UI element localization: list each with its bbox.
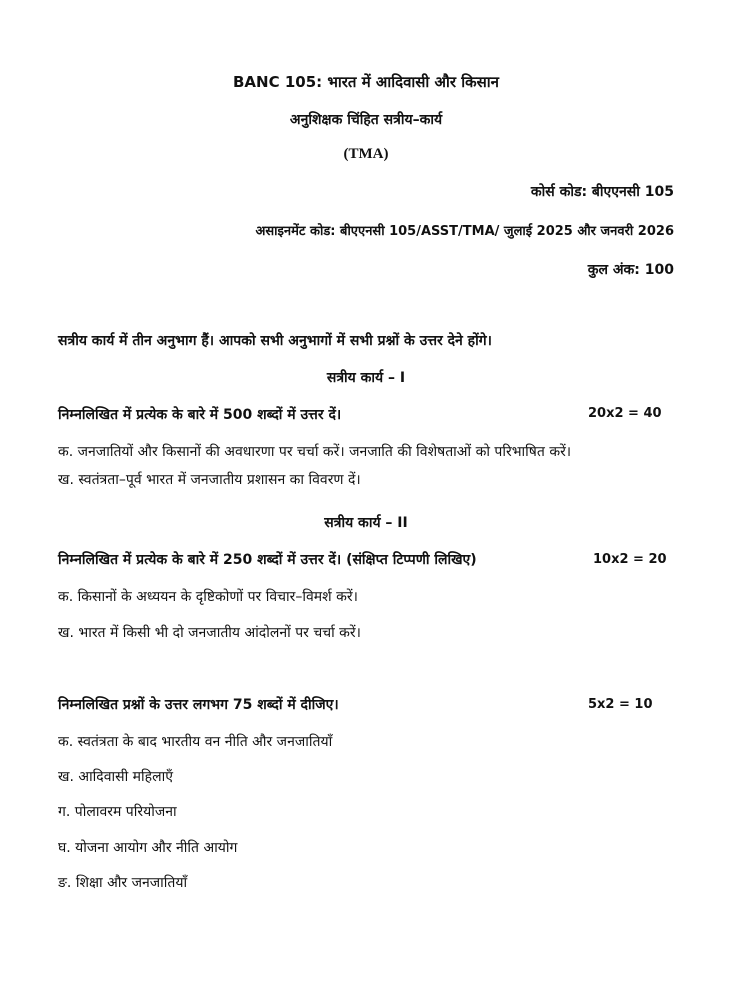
section-1-marks: 20x2 = 40	[588, 406, 662, 421]
document-subtitle: अनुशिक्षक चिंहित सत्रीय–कार्य	[289, 112, 443, 128]
section-1-instruction: निम्नलिखित में प्रत्येक के बारे में 500 शब्दों में उत्तर दें।	[58, 407, 342, 423]
section-3-question: घ. योजना आयोग और नीति आयोग	[58, 840, 238, 856]
document-title: BANC 105: भारत में आदिवासी और किसान	[233, 73, 499, 91]
course-code: कोर्स कोड: बीएएनसी 105	[530, 184, 674, 200]
section-2-marks: 10x2 = 20	[593, 552, 667, 567]
total-marks: कुल अंक: 100	[587, 262, 674, 278]
tma-label: (TMA)	[343, 146, 389, 162]
section-3-marks: 5x2 = 10	[588, 697, 653, 712]
section-2-question: ख. भारत में किसी भी दो जनजातीय आंदोलनों पर चर्चा करें।	[58, 625, 361, 641]
section-3-question: क. स्वतंत्रता के बाद भारतीय वन नीति और जनजातियाँ	[58, 734, 333, 750]
section-2-instruction: निम्नलिखित में प्रत्येक के बारे में 250 शब्दों में उत्तर दें। (संक्षिप्त टिप्पणी लिखिए)	[58, 552, 477, 568]
section-3-question: ङ. शिक्षा और जनजातियाँ	[58, 875, 188, 891]
section-1-question: क. जनजातियों और किसानों की अवधारणा पर चर्चा करें। जनजाति की विशेषताओं को परिभाषित करें।	[58, 444, 572, 460]
section-3-question: ख. आदिवासी महिलाएँ	[58, 769, 173, 785]
intro-instruction: सत्रीय कार्य में तीन अनुभाग हैं। आपको सभी अनुभागों में सभी प्रश्नों के उत्तर देने होंगे।	[58, 333, 492, 349]
section-3-instruction: निम्नलिखित प्रश्नों के उत्तर लगभग 75 शब्दों में दीजिए।	[58, 697, 339, 713]
section-1-question: ख. स्वतंत्रता–पूर्व भारत में जनजातीय प्रशासन का विवरण दें।	[58, 472, 361, 488]
section-2-question: क. किसानों के अध्ययन के दृष्टिकोणों पर विचार–विमर्श करें।	[58, 589, 358, 605]
section-1-heading: सत्रीय कार्य – I	[326, 370, 406, 386]
section-2-heading: सत्रीय कार्य – II	[324, 515, 408, 531]
assignment-code: असाइनमेंट कोड: बीएएनसी 105/ASST/TMA/ जुलाई 2025 और जनवरी 2026	[255, 224, 674, 239]
section-3-question: ग. पोलावरम परियोजना	[58, 804, 177, 820]
